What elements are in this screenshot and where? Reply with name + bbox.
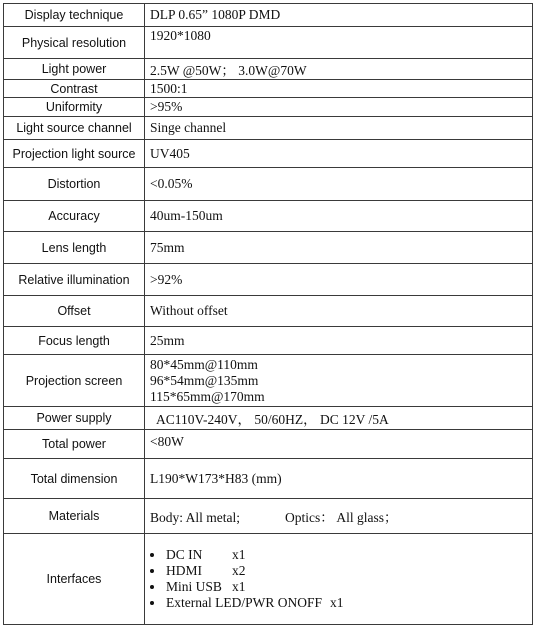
interface-qty: x2 [232,563,246,578]
row-label: Offset [4,296,145,327]
row-value: <0.05% [145,168,533,201]
row-label: Focus length [4,327,145,355]
table-row [4,355,533,407]
table-row [4,80,533,98]
row-value: >95% [145,98,533,117]
list-item [145,579,532,595]
table-row [4,459,533,499]
table-row [4,4,533,27]
table-row [4,59,533,80]
row-value: >92% [145,264,533,296]
row-value: 1920*1080 [145,27,533,59]
row-value: DLP 0.65” 1080P DMD [145,4,533,27]
list-item [145,563,532,579]
row-label: Projection screen [4,355,145,407]
screen-size-line: 80*45mm@110mm [150,356,258,372]
screen-size-line: 96*54mm@135mm [150,372,259,388]
row-value: 75mm [145,232,533,264]
row-value: 40um-150um [145,201,533,232]
row-value: Without offset [145,296,533,327]
table-row [4,232,533,264]
screen-size-line: 115*65mm@170mm [150,388,265,404]
row-label: Lens length [4,232,145,264]
row-value [145,534,533,625]
row-label: Display technique [4,4,145,27]
interface-qty: x1 [232,579,246,594]
row-label: Power supply [4,407,145,430]
table-row [4,534,533,625]
row-value [145,355,533,407]
row-label: Total power [4,430,145,459]
row-label: Interfaces [4,534,145,625]
table-row [4,117,533,140]
interface-name: HDMI [166,563,202,578]
table-row [4,201,533,232]
row-value: L190*W173*H83 (mm) [145,459,533,499]
spec-table [3,3,533,625]
materials-optics: Optics： All glass； [285,510,398,525]
row-label: Projection light source [4,140,145,168]
table-row [4,407,533,430]
row-value: AC110V-240V， 50/60HZ， DC 12V /5A [145,407,533,430]
table-row [4,27,533,59]
table-row [4,140,533,168]
table-row [4,327,533,355]
row-label: Contrast [4,80,145,98]
table-row [4,264,533,296]
interface-name: External LED/PWR ONOFF [166,595,322,610]
interface-qty: x1 [232,547,246,562]
row-label: Uniformity [4,98,145,117]
row-label: Total dimension [4,459,145,499]
row-label: Light source channel [4,117,145,140]
row-value [145,499,533,534]
row-value: Singe channel [145,117,533,140]
interface-name: DC IN [166,547,203,562]
row-value: UV405 [145,140,533,168]
table-row [4,499,533,534]
interfaces-list [145,547,532,611]
row-value: 2.5W @50W； 3.0W@70W [145,59,533,80]
row-label: Accuracy [4,201,145,232]
table-row [4,430,533,459]
materials-body: Body: All metal; [150,510,240,525]
table-row [4,98,533,117]
interface-qty: x1 [330,595,344,610]
row-label: Relative illumination [4,264,145,296]
list-item [145,547,532,563]
row-value: 1500:1 [145,80,533,98]
row-label: Light power [4,59,145,80]
row-label: Materials [4,499,145,534]
interface-name: Mini USB [166,579,222,594]
row-value: <80W [145,430,533,459]
row-label: Physical resolution [4,27,145,59]
row-value: 25mm [145,327,533,355]
table-row [4,296,533,327]
table-row [4,168,533,201]
list-item [145,595,532,611]
row-label: Distortion [4,168,145,201]
